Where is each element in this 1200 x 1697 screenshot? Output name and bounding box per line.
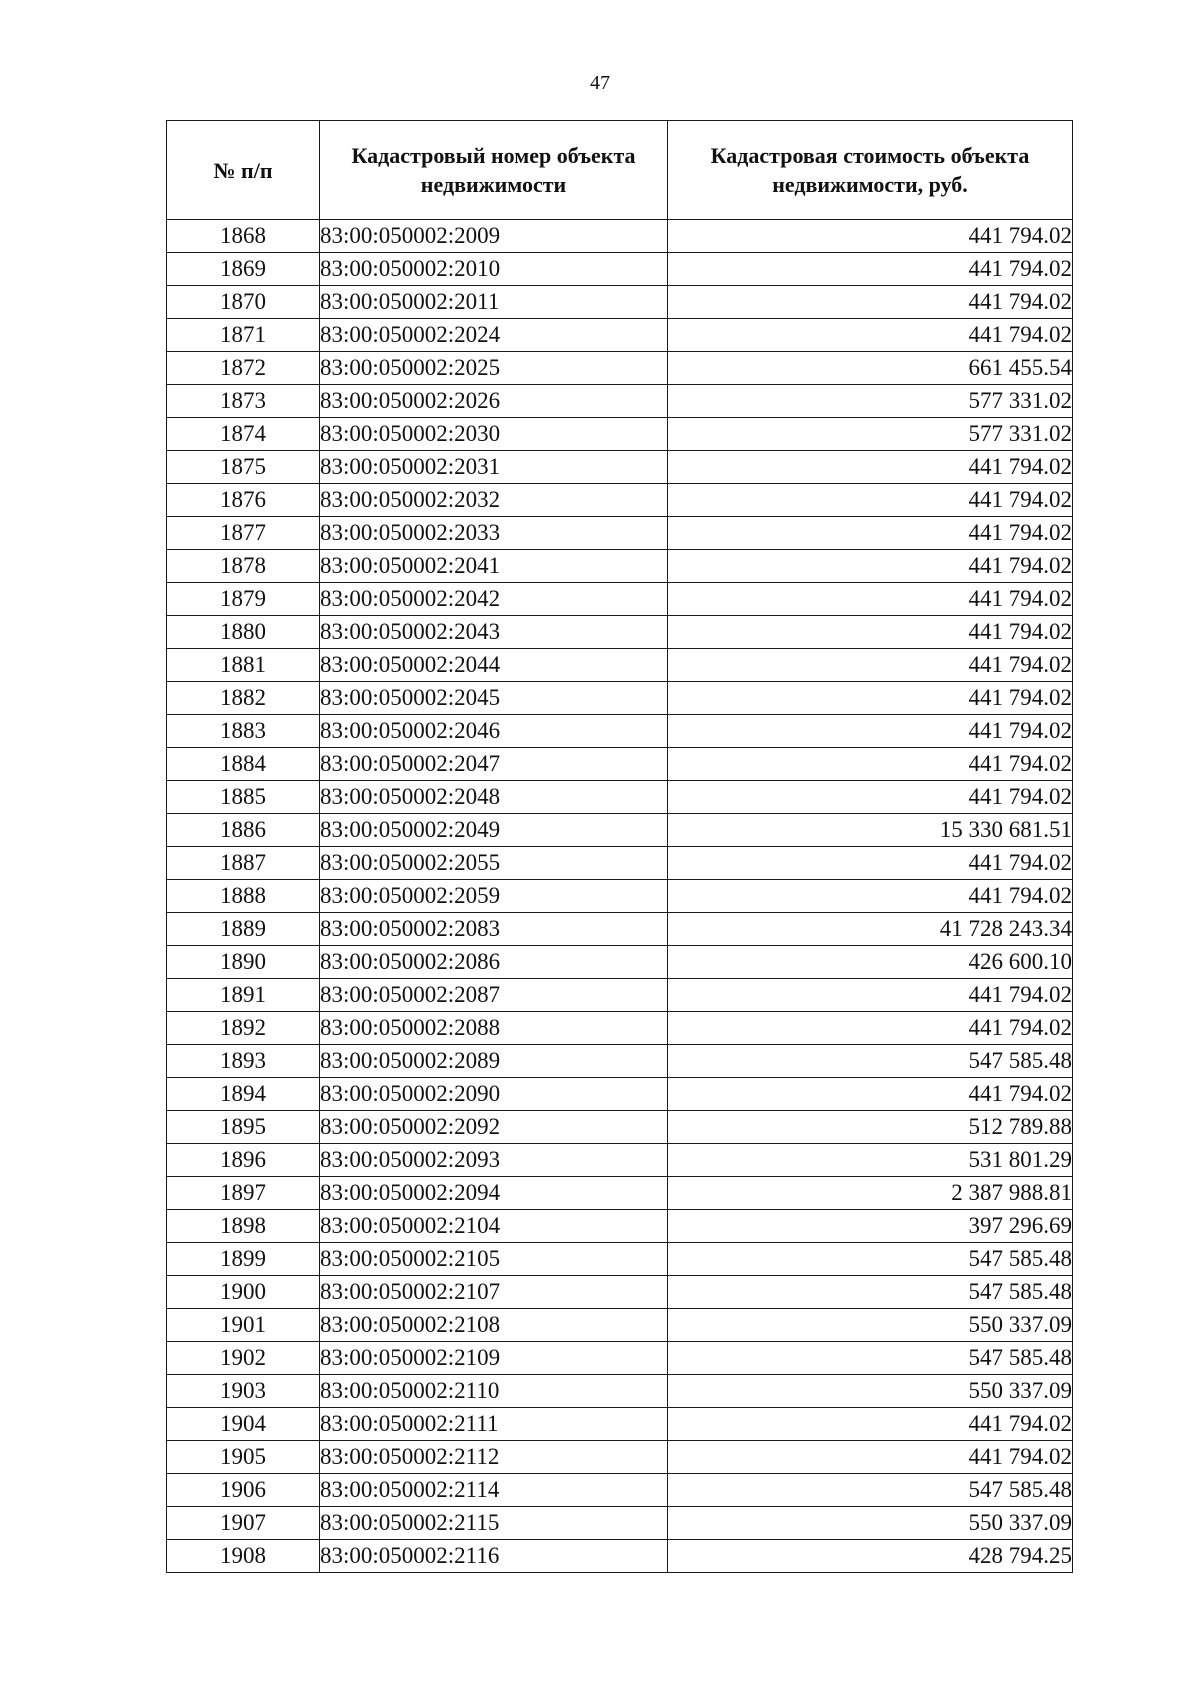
cadastral-number-cell: 83:00:050002:2024 [320, 319, 668, 352]
cadastral-number-cell: 83:00:050002:2112 [320, 1441, 668, 1474]
cadastral-number-cell: 83:00:050002:2026 [320, 385, 668, 418]
cadastral-number-cell: 83:00:050002:2043 [320, 616, 668, 649]
row-number-cell: 1889 [167, 913, 320, 946]
row-number-cell: 1891 [167, 979, 320, 1012]
cadastral-number-cell: 83:00:050002:2033 [320, 517, 668, 550]
cadastral-value-cell: 512 789.88 [668, 1111, 1073, 1144]
cadastral-number-cell: 83:00:050002:2089 [320, 1045, 668, 1078]
row-number-cell: 1872 [167, 352, 320, 385]
table-row [167, 1375, 1073, 1408]
table-row [167, 1540, 1073, 1573]
row-number-cell: 1907 [167, 1507, 320, 1540]
cadastral-value-cell: 441 794.02 [668, 1441, 1073, 1474]
table-row [167, 550, 1073, 583]
cadastral-number-cell: 83:00:050002:2041 [320, 550, 668, 583]
page-number: 47 [590, 72, 610, 94]
cadastral-value-cell: 441 794.02 [668, 1012, 1073, 1045]
table-row [167, 682, 1073, 715]
cadastral-value-cell: 441 794.02 [668, 1408, 1073, 1441]
row-number-cell: 1873 [167, 385, 320, 418]
row-number-cell: 1903 [167, 1375, 320, 1408]
header-cadastral-number: Кадастровый номер объекта недвижимости [320, 121, 668, 220]
table-row [167, 1276, 1073, 1309]
table-row [167, 385, 1073, 418]
row-number-cell: 1896 [167, 1144, 320, 1177]
cadastral-value-cell: 547 585.48 [668, 1276, 1073, 1309]
cadastral-number-cell: 83:00:050002:2009 [320, 220, 668, 253]
cadastral-number-cell: 83:00:050002:2046 [320, 715, 668, 748]
cadastral-value-cell: 441 794.02 [668, 484, 1073, 517]
table-row [167, 451, 1073, 484]
row-number-cell: 1892 [167, 1012, 320, 1045]
cadastral-number-cell: 83:00:050002:2049 [320, 814, 668, 847]
cadastral-number-cell: 83:00:050002:2107 [320, 1276, 668, 1309]
cadastral-value-cell: 41 728 243.34 [668, 913, 1073, 946]
row-number-cell: 1880 [167, 616, 320, 649]
table-row [167, 1408, 1073, 1441]
row-number-cell: 1884 [167, 748, 320, 781]
cadastral-number-cell: 83:00:050002:2047 [320, 748, 668, 781]
cadastral-value-cell: 441 794.02 [668, 979, 1073, 1012]
table-row [167, 286, 1073, 319]
cadastral-value-cell: 441 794.02 [668, 880, 1073, 913]
table-row [167, 1012, 1073, 1045]
cadastral-number-cell: 83:00:050002:2042 [320, 583, 668, 616]
table-row [167, 220, 1073, 253]
table-row [167, 1045, 1073, 1078]
header-cadastral-value: Кадастровая стоимость объекта недвижимости, руб. [668, 121, 1073, 220]
cadastral-number-cell: 83:00:050002:2087 [320, 979, 668, 1012]
row-number-cell: 1905 [167, 1441, 320, 1474]
cadastral-value-cell: 397 296.69 [668, 1210, 1073, 1243]
cadastral-value-cell: 550 337.09 [668, 1375, 1073, 1408]
table-row [167, 748, 1073, 781]
cadastral-number-cell: 83:00:050002:2116 [320, 1540, 668, 1573]
table-row [167, 913, 1073, 946]
row-number-cell: 1875 [167, 451, 320, 484]
cadastral-value-cell: 550 337.09 [668, 1309, 1073, 1342]
cadastral-number-cell: 83:00:050002:2094 [320, 1177, 668, 1210]
table-row [167, 1441, 1073, 1474]
cadastral-value-cell: 441 794.02 [668, 1078, 1073, 1111]
cadastral-number-cell: 83:00:050002:2090 [320, 1078, 668, 1111]
row-number-cell: 1870 [167, 286, 320, 319]
table-body [167, 220, 1073, 1573]
header-row-number: № п/п [167, 121, 320, 220]
cadastral-value-cell: 577 331.02 [668, 385, 1073, 418]
cadastral-value-cell: 441 794.02 [668, 253, 1073, 286]
table-row [167, 1243, 1073, 1276]
cadastral-value-cell: 2 387 988.81 [668, 1177, 1073, 1210]
cadastral-number-cell: 83:00:050002:2025 [320, 352, 668, 385]
cadastral-value-cell: 531 801.29 [668, 1144, 1073, 1177]
table-row [167, 352, 1073, 385]
cadastral-value-cell: 441 794.02 [668, 748, 1073, 781]
cadastral-value-cell: 441 794.02 [668, 286, 1073, 319]
row-number-cell: 1876 [167, 484, 320, 517]
row-number-cell: 1900 [167, 1276, 320, 1309]
row-number-cell: 1877 [167, 517, 320, 550]
cadastral-number-cell: 83:00:050002:2114 [320, 1474, 668, 1507]
cadastral-value-cell: 441 794.02 [668, 220, 1073, 253]
row-number-cell: 1901 [167, 1309, 320, 1342]
cadastral-value-cell: 441 794.02 [668, 319, 1073, 352]
table-row [167, 517, 1073, 550]
cadastral-value-cell: 661 455.54 [668, 352, 1073, 385]
cadastral-value-cell: 441 794.02 [668, 451, 1073, 484]
cadastral-value-cell: 441 794.02 [668, 616, 1073, 649]
cadastral-value-cell: 547 585.48 [668, 1342, 1073, 1375]
row-number-cell: 1893 [167, 1045, 320, 1078]
cadastral-number-cell: 83:00:050002:2010 [320, 253, 668, 286]
row-number-cell: 1904 [167, 1408, 320, 1441]
table-row [167, 1210, 1073, 1243]
row-number-cell: 1878 [167, 550, 320, 583]
row-number-cell: 1899 [167, 1243, 320, 1276]
cadastral-number-cell: 83:00:050002:2032 [320, 484, 668, 517]
row-number-cell: 1887 [167, 847, 320, 880]
cadastral-value-cell: 441 794.02 [668, 583, 1073, 616]
cadastral-number-cell: 83:00:050002:2031 [320, 451, 668, 484]
row-number-cell: 1868 [167, 220, 320, 253]
cadastral-value-cell: 547 585.48 [668, 1045, 1073, 1078]
cadastral-value-cell: 441 794.02 [668, 781, 1073, 814]
table-row [167, 1507, 1073, 1540]
table-row [167, 979, 1073, 1012]
cadastral-number-cell: 83:00:050002:2110 [320, 1375, 668, 1408]
table-header-row [167, 121, 1073, 220]
cadastral-number-cell: 83:00:050002:2044 [320, 649, 668, 682]
cadastral-number-cell: 83:00:050002:2059 [320, 880, 668, 913]
row-number-cell: 1883 [167, 715, 320, 748]
table-row [167, 1342, 1073, 1375]
cadastral-number-cell: 83:00:050002:2108 [320, 1309, 668, 1342]
row-number-cell: 1898 [167, 1210, 320, 1243]
table-row [167, 1144, 1073, 1177]
cadastral-value-cell: 15 330 681.51 [668, 814, 1073, 847]
cadastral-number-cell: 83:00:050002:2104 [320, 1210, 668, 1243]
table-row [167, 814, 1073, 847]
table-row [167, 1309, 1073, 1342]
cadastral-value-cell: 547 585.48 [668, 1474, 1073, 1507]
table-row [167, 715, 1073, 748]
cadastral-number-cell: 83:00:050002:2088 [320, 1012, 668, 1045]
row-number-cell: 1869 [167, 253, 320, 286]
row-number-cell: 1906 [167, 1474, 320, 1507]
cadastral-number-cell: 83:00:050002:2048 [320, 781, 668, 814]
row-number-cell: 1885 [167, 781, 320, 814]
cadastral-number-cell: 83:00:050002:2086 [320, 946, 668, 979]
cadastral-value-cell: 441 794.02 [668, 550, 1073, 583]
row-number-cell: 1888 [167, 880, 320, 913]
cadastral-number-cell: 83:00:050002:2045 [320, 682, 668, 715]
cadastral-value-cell: 550 337.09 [668, 1507, 1073, 1540]
cadastral-value-cell: 428 794.25 [668, 1540, 1073, 1573]
cadastral-number-cell: 83:00:050002:2105 [320, 1243, 668, 1276]
cadastral-number-cell: 83:00:050002:2111 [320, 1408, 668, 1441]
cadastral-value-cell: 547 585.48 [668, 1243, 1073, 1276]
cadastral-value-cell: 441 794.02 [668, 682, 1073, 715]
table-row [167, 253, 1073, 286]
row-number-cell: 1908 [167, 1540, 320, 1573]
row-number-cell: 1871 [167, 319, 320, 352]
table-row [167, 1177, 1073, 1210]
table-row [167, 1474, 1073, 1507]
table-row [167, 781, 1073, 814]
table-row [167, 319, 1073, 352]
table-row [167, 418, 1073, 451]
table-row [167, 583, 1073, 616]
cadastral-value-cell: 441 794.02 [668, 517, 1073, 550]
cadastral-number-cell: 83:00:050002:2055 [320, 847, 668, 880]
table-row [167, 1078, 1073, 1111]
row-number-cell: 1879 [167, 583, 320, 616]
table-row [167, 484, 1073, 517]
cadastral-number-cell: 83:00:050002:2083 [320, 913, 668, 946]
row-number-cell: 1882 [167, 682, 320, 715]
table-row [167, 649, 1073, 682]
cadastral-number-cell: 83:00:050002:2030 [320, 418, 668, 451]
cadastral-number-cell: 83:00:050002:2109 [320, 1342, 668, 1375]
cadastral-value-cell: 426 600.10 [668, 946, 1073, 979]
row-number-cell: 1874 [167, 418, 320, 451]
row-number-cell: 1895 [167, 1111, 320, 1144]
row-number-cell: 1886 [167, 814, 320, 847]
table-row [167, 847, 1073, 880]
cadastral-value-table [166, 120, 1073, 1573]
cadastral-number-cell: 83:00:050002:2092 [320, 1111, 668, 1144]
cadastral-number-cell: 83:00:050002:2011 [320, 286, 668, 319]
table-row [167, 880, 1073, 913]
row-number-cell: 1881 [167, 649, 320, 682]
row-number-cell: 1902 [167, 1342, 320, 1375]
row-number-cell: 1894 [167, 1078, 320, 1111]
cadastral-value-cell: 441 794.02 [668, 649, 1073, 682]
row-number-cell: 1890 [167, 946, 320, 979]
table-row [167, 616, 1073, 649]
cadastral-value-cell: 441 794.02 [668, 847, 1073, 880]
cadastral-number-cell: 83:00:050002:2093 [320, 1144, 668, 1177]
cadastral-number-cell: 83:00:050002:2115 [320, 1507, 668, 1540]
cadastral-value-cell: 577 331.02 [668, 418, 1073, 451]
table-row [167, 946, 1073, 979]
row-number-cell: 1897 [167, 1177, 320, 1210]
table-row [167, 1111, 1073, 1144]
cadastral-value-cell: 441 794.02 [668, 715, 1073, 748]
